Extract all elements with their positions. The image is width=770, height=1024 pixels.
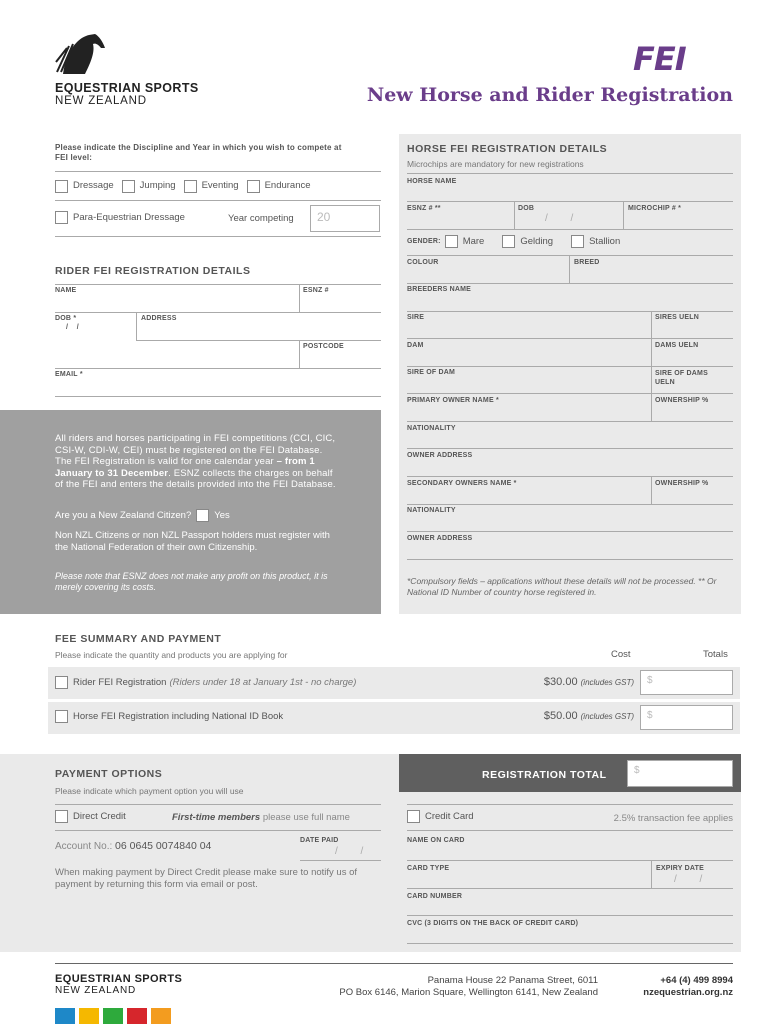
horse-sub: Microchips are mandatory for new registrations — [407, 159, 584, 169]
color-bar — [55, 1008, 75, 1024]
direct-credit-label: Direct Credit — [73, 811, 126, 822]
mare-checkbox[interactable] — [445, 235, 458, 248]
eventing-label: Eventing — [201, 180, 239, 191]
compulsory-note: *Compulsory fields – applications without these details will not be processed. ** Or National ID Number of country horse registered in. — [407, 576, 717, 597]
horse-heading: HORSE FEI REGISTRATION DETAILS — [407, 143, 608, 155]
eventing-checkbox[interactable] — [184, 180, 197, 193]
rider-price: $30.00 (includes GST) — [543, 676, 634, 688]
footer-contact — [643, 975, 733, 999]
gender-label: GENDER: — [407, 238, 441, 245]
horse-fee-label: Horse FEI Registration including National ID Book — [73, 711, 284, 722]
sires-ueln-label: SIRES UELN — [655, 314, 700, 321]
gelding-label: Gelding — [520, 236, 554, 247]
fees-sub: Please indicate the quantity and products you are applying for — [55, 650, 288, 660]
rider-heading: RIDER FEI REGISTRATION DETAILS — [55, 265, 251, 277]
dressage-label: Dressage — [73, 180, 114, 191]
rider-fee-label: Rider FEI Registration — [73, 677, 167, 688]
sire-of-dam-label: SIRE OF DAM — [407, 369, 456, 376]
footer-org-line2: NEW ZEALAND — [55, 985, 137, 996]
card-number-label: CARD NUMBER — [407, 893, 463, 900]
rider-fee-checkbox[interactable] — [55, 676, 68, 689]
dam-label: DAM — [407, 342, 424, 349]
nationality-label: NATIONALITY — [407, 425, 456, 432]
colour-label: COLOUR — [407, 259, 439, 266]
date-paid-label: DATE PAID — [300, 837, 339, 844]
ownership2-label: OWNERSHIP % — [655, 480, 709, 487]
credit-card-label: Credit Card — [425, 811, 474, 822]
year-label: Year competing — [228, 213, 294, 224]
totals-header: Totals — [703, 649, 728, 660]
fei-logo: FEI — [633, 40, 686, 78]
rider-total-input[interactable]: $ — [640, 670, 733, 695]
year-input[interactable]: 20 — [310, 205, 380, 232]
account-number: Account No.: 06 0645 0074840 04 — [55, 840, 212, 852]
card-type-label: CARD TYPE — [407, 865, 450, 872]
rider-address-label: ADDRESS — [141, 315, 177, 322]
rider-name-label: NAME — [55, 287, 77, 294]
reg-total-label: REGISTRATION TOTAL — [482, 769, 607, 781]
reg-total-input[interactable]: $ — [627, 760, 733, 787]
discipline-prompt: Please indicate the Discipline and Year in which you wish to compete at FEI level: — [55, 143, 342, 162]
nz-citizen-question: Are you a New Zealand Citizen? Yes — [55, 510, 230, 521]
gelding-checkbox[interactable] — [502, 235, 515, 248]
ownership-label: OWNERSHIP % — [655, 397, 709, 404]
horse-price: $50.00 (includes GST) — [543, 710, 634, 722]
direct-credit-note: When making payment by Direct Credit please make sure to notify us of payment by returning this form via email or post. — [55, 867, 358, 890]
footer-web[interactable]: nzequestrian.org.nz — [643, 987, 733, 998]
rider-esnz-label: ESNZ # — [303, 287, 329, 294]
org-name-line2: NEW ZEALAND — [55, 95, 147, 107]
horse-esnz-label: ESNZ # ** — [407, 205, 441, 212]
first-time-note: First-time members please use full name — [172, 812, 350, 823]
color-bars — [55, 1008, 171, 1024]
footer-logo — [55, 973, 182, 996]
microchip-label: MICROCHIP # * — [628, 205, 682, 212]
breeders-label: BREEDERS NAME — [407, 286, 472, 293]
secondary-owner-label: SECONDARY OWNERS NAME * — [407, 480, 517, 487]
para-dressage-checkbox[interactable] — [55, 211, 68, 224]
rider-email-label: EMAIL * — [55, 371, 83, 378]
jumping-label: Jumping — [139, 180, 176, 191]
stallion-label: Stallion — [589, 236, 621, 247]
nationality2-label: NATIONALITY — [407, 507, 456, 514]
info-paragraph-2: Non NZL Citizens or non NZL Passport holders must register with the National Federation of their own Citizenship. — [55, 530, 330, 553]
credit-card-checkbox[interactable] — [407, 810, 420, 823]
color-bar — [127, 1008, 147, 1024]
discipline-options — [55, 180, 311, 193]
sire-label: SIRE — [407, 314, 425, 321]
page-title: New Horse and Rider Registration — [366, 84, 733, 106]
rider-dob-format: / / — [66, 324, 79, 331]
info-paragraph-1: All riders and horses participating in FEI competitions (CCI, CIC, CSI-W, CDI-W, CEI) must be registered on the FEI Database. The FEI Registration is valid for one calendar year – from 1 January to 31 December. ESNZ collects the charges on behalf of the FEI and enters the details provided into the FEI Database. — [55, 433, 336, 491]
para-dressage-label: Para-Equestrian Dressage — [73, 212, 185, 223]
rider-postcode-label: POSTCODE — [303, 343, 344, 350]
payment-sub: Please indicate which payment option you will use — [55, 786, 244, 796]
primary-owner-label: PRIMARY OWNER NAME * — [407, 397, 499, 404]
rider-dob-label: DOB * — [55, 315, 77, 322]
dams-ueln-label: DAMS UELN — [655, 342, 699, 349]
owner-address2-label: OWNER ADDRESS — [407, 535, 473, 542]
footer-address: Panama House 22 Panama Street, 6011 PO Box 6146, Marion Square, Wellington 6141, New Zealand — [339, 975, 598, 998]
direct-credit-checkbox[interactable] — [55, 810, 68, 823]
name-on-card-label: NAME ON CARD — [407, 837, 465, 844]
esnz-logo — [55, 32, 199, 107]
horse-dob-label: DOB — [518, 205, 535, 212]
footer-phone[interactable]: +64 (4) 499 8994 — [660, 975, 733, 986]
cost-header: Cost — [611, 649, 631, 660]
dressage-checkbox[interactable] — [55, 180, 68, 193]
horse-fee-checkbox[interactable] — [55, 710, 68, 723]
payment-heading: PAYMENT OPTIONS — [55, 768, 163, 780]
horse-dob-slashes: / / — [545, 213, 584, 224]
fees-heading: FEE SUMMARY AND PAYMENT — [55, 633, 222, 645]
rider-fee-note: (Riders under 18 at January 1st - no charge) — [169, 677, 357, 688]
expiry-slashes: / / — [674, 874, 713, 885]
color-bar — [79, 1008, 99, 1024]
nz-citizen-checkbox[interactable] — [196, 509, 209, 522]
endurance-label: Endurance — [264, 180, 311, 191]
horse-head-icon — [55, 32, 107, 76]
color-bar — [151, 1008, 171, 1024]
transaction-fee: 2.5% transaction fee applies — [613, 813, 733, 824]
info-paragraph-3: Please note that ESNZ does not make any profit on this product, it is merely covering its costs. — [55, 571, 328, 592]
org-name-line1: EQUESTRIAN SPORTS — [55, 81, 199, 95]
sire-of-dams-ueln-label: SIRE OF DAMS UELN — [655, 370, 708, 386]
breed-label: BREED — [574, 259, 600, 266]
jumping-checkbox[interactable] — [122, 180, 135, 193]
owner-address-label: OWNER ADDRESS — [407, 452, 473, 459]
horse-name-label: HORSE NAME — [407, 178, 457, 185]
color-bar — [103, 1008, 123, 1024]
gender-row — [407, 235, 620, 248]
footer-org-line1: EQUESTRIAN SPORTS — [55, 973, 183, 985]
endurance-checkbox[interactable] — [247, 180, 260, 193]
horse-total-input[interactable]: $ — [640, 705, 733, 730]
expiry-label: EXPIRY DATE — [656, 865, 704, 872]
stallion-checkbox[interactable] — [571, 235, 584, 248]
cvc-label: CVC (3 DIGITS ON THE BACK OF CREDIT CARD) — [407, 920, 579, 927]
date-paid-slashes: / / — [335, 846, 374, 857]
mare-label: Mare — [462, 236, 485, 247]
